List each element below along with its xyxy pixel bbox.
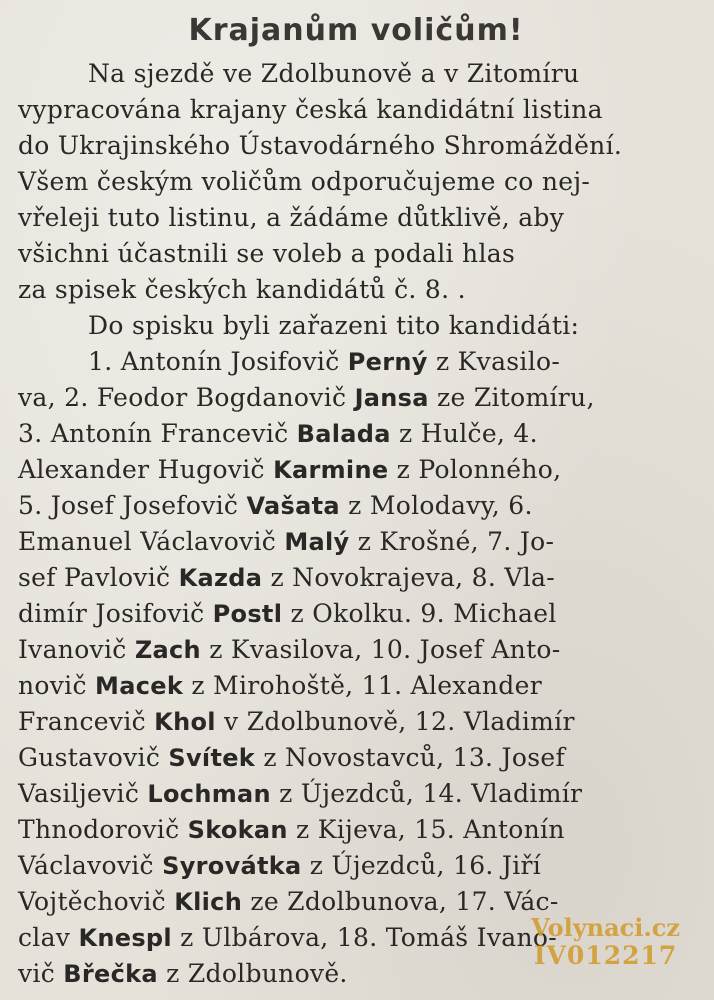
candidate-text: z Polonného, [388, 455, 562, 484]
candidate-text: Vojtěchovič [18, 887, 175, 916]
candidate-text: ze Zdolbunova, 17. Vác- [242, 887, 559, 916]
candidate-surname: Vašata [246, 492, 340, 520]
candidate-line [18, 920, 694, 956]
candidate-text: z Ulbárova, 18. Tomáš Ivano- [171, 923, 557, 952]
candidate-line [18, 848, 694, 884]
candidate-line [18, 812, 694, 848]
headline: Krajanům voličům! [188, 13, 524, 48]
intro-line: za spisek českých kandidátů č. 8. . [18, 275, 466, 304]
candidate-text: z Molodavy, 6. [339, 491, 533, 520]
candidate-surname: Jansa [354, 384, 429, 412]
candidate-text: Gustavovič [18, 743, 169, 772]
candidate-text: z Novostavců, 13. Josef [255, 743, 565, 772]
candidate-surname: Perný [347, 348, 428, 376]
candidate-surname: Svítek [168, 744, 256, 772]
candidate-text: va, 2. Feodor Bogdanovič [18, 383, 355, 412]
candidate-text: z Újezdců, 16. Jiří [301, 851, 542, 880]
candidate-text: 3. Antonín Francevič [18, 419, 297, 448]
candidate-text: z Kijeva, 15. Antonín [287, 815, 565, 844]
candidate-text: z Hulče, 4. [390, 419, 538, 448]
candidate-line [18, 668, 694, 704]
intro-line: do Ukrajinského Ústavodárného Shromáždění. [18, 131, 623, 160]
candidate-text: Václavovič [18, 851, 163, 880]
candidate-line [18, 884, 694, 920]
candidate-line [18, 956, 694, 992]
candidate-surname: Břečka [63, 960, 158, 988]
candidate-line [18, 416, 694, 452]
candidate-line [18, 596, 694, 632]
intro-line: všichni účastnili se voleb a podali hlas [18, 239, 516, 268]
list-intro: Do spisku byli zařazeni tito kandidáti: [88, 311, 580, 340]
candidate-surname: Balada [296, 420, 391, 448]
candidate-text: Alexander Hugovič [18, 455, 274, 484]
watermark-site: Volynaci.cz [531, 913, 680, 942]
candidate-text: z Újezdců, 14. Vladimír [270, 779, 583, 808]
candidate-surname: Postl [212, 600, 283, 628]
candidate-surname: Skokan [187, 816, 288, 844]
candidate-text: v Zdolbunově, 12. Vladimír [215, 707, 575, 736]
watermark-id: IV012217 [533, 941, 678, 970]
candidate-line [18, 776, 694, 812]
intro-line: Všem českým voličům odporučujeme co nej- [18, 167, 591, 196]
candidate-text: z Okolku. 9. Michael [282, 599, 557, 628]
candidate-line [18, 632, 694, 668]
candidate-surname: Malý [284, 528, 350, 556]
candidate-line [18, 452, 694, 488]
candidate-text: clav [18, 923, 79, 952]
candidate-surname: Lochman [147, 780, 271, 808]
intro-paragraph [18, 56, 694, 308]
candidate-line [18, 380, 694, 416]
candidate-list [18, 344, 694, 992]
candidate-text: novič [18, 671, 96, 700]
candidate-text: Thnodorovič [18, 815, 188, 844]
candidate-text: z Kvasilo- [427, 347, 561, 376]
candidate-text: sef Pavlovič [18, 563, 179, 592]
candidate-text: z Zdolbunově. [157, 959, 348, 988]
candidate-surname: Karmine [273, 456, 389, 484]
candidate-text: Vasiljevič [18, 779, 148, 808]
candidate-surname: Macek [95, 672, 184, 700]
candidate-line [18, 704, 694, 740]
candidate-line [18, 344, 694, 380]
candidate-surname: Knespl [78, 924, 172, 952]
candidate-text: z Krošné, 7. Jo- [349, 527, 555, 556]
candidate-text: dimír Josifovič [18, 599, 213, 628]
candidate-text: z Kvasilova, 10. Josef Anto- [200, 635, 561, 664]
candidate-surname: Syrovátka [162, 852, 302, 880]
candidate-surname: Khol [154, 708, 216, 736]
candidate-text: vič [18, 959, 64, 988]
candidate-text: 1. Antonín Josifovič [88, 347, 348, 376]
candidate-line [18, 560, 694, 596]
candidate-text: Ivanovič [18, 635, 135, 664]
candidate-line [18, 740, 694, 776]
candidate-text: ze Zitomíru, [428, 383, 595, 412]
candidate-text: Francevič [18, 707, 155, 736]
candidate-surname: Klich [174, 888, 243, 916]
candidate-line [18, 488, 694, 524]
candidate-line [18, 524, 694, 560]
intro-line: Na sjezdě ve Zdolbunově a v Zitomíru [88, 59, 580, 88]
candidate-text: z Mirohoště, 11. Alexander [183, 671, 542, 700]
intro-line: vypracována krajany česká kandidátní listina [18, 95, 603, 124]
intro-line: vřeleji tuto listinu, a žádáme důtklivě, aby [18, 203, 565, 232]
list-intro-paragraph [18, 308, 694, 344]
candidate-surname: Zach [134, 636, 201, 664]
candidate-text: 5. Josef Josefovič [18, 491, 247, 520]
candidate-text: Emanuel Václavovič [18, 527, 285, 556]
candidate-text: z Novokrajeva, 8. Vla- [262, 563, 555, 592]
candidate-surname: Kazda [178, 564, 263, 592]
